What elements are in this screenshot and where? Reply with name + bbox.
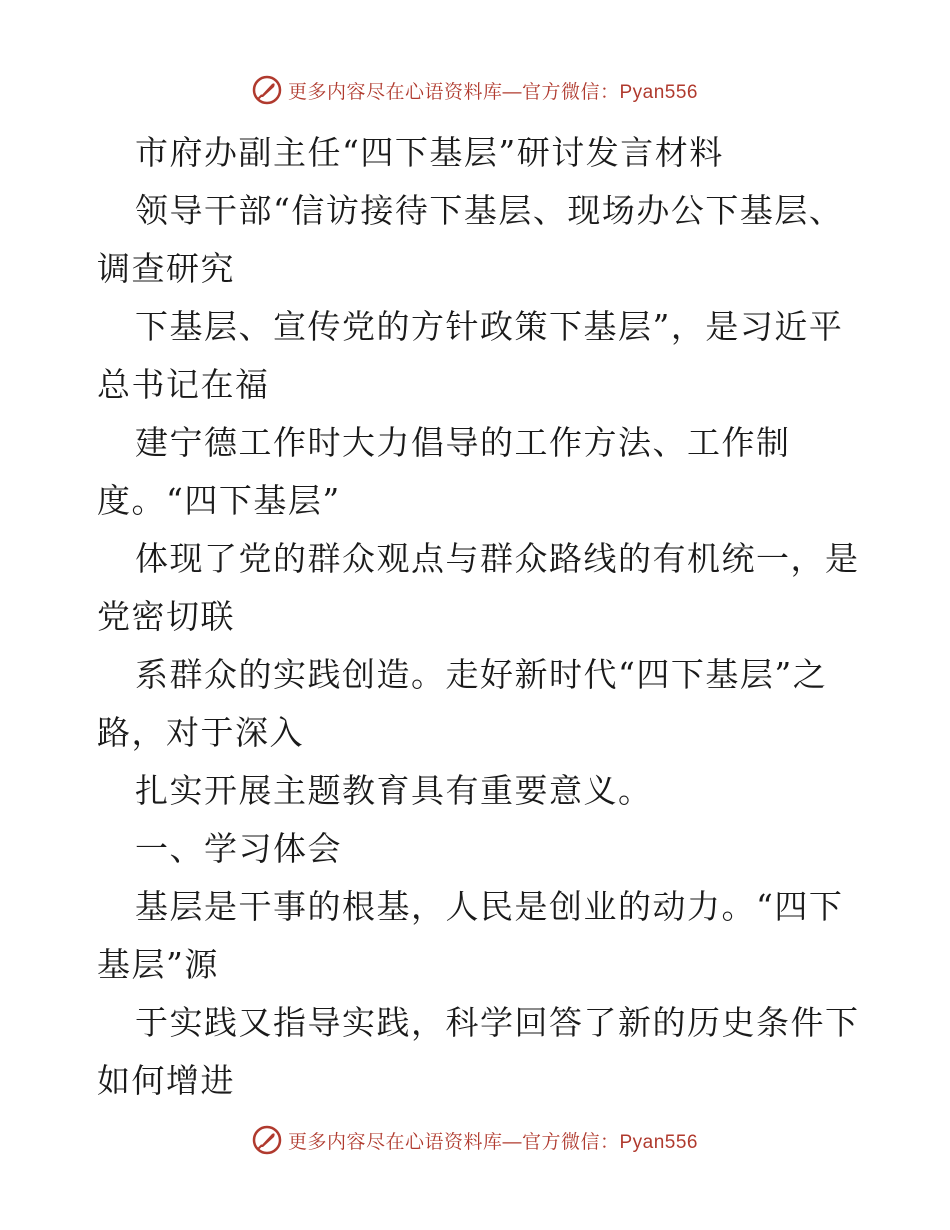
paragraph-line: 调查研究 <box>97 249 235 288</box>
paragraph-line: 如何增进 <box>97 1061 235 1100</box>
document-title: 市府办副主任“四下基层”研讨发言材料 <box>135 133 724 172</box>
paragraph-line: 总书记在福 <box>97 365 270 404</box>
paragraph-line: 领导干部“信访接待下基层、现场办公下基层、 <box>135 191 844 230</box>
watermark-footer <box>0 1122 950 1158</box>
document-body <box>97 124 860 1110</box>
feather-logo-icon <box>252 1125 282 1155</box>
paragraph-line: 下基层、宣传党的方针政策下基层”，是习近平 <box>135 307 844 346</box>
watermark-text: 更多内容尽在心语资料库—官方微信：Pyan556 <box>287 1131 698 1153</box>
paragraph-line: 建宁德工作时大力倡导的工作方法、工作制 <box>135 423 791 462</box>
paragraph-line: 基层是干事的根基，人民是创业的动力。“四下 <box>135 887 844 926</box>
paragraph-line: 于实践又指导实践，科学回答了新的历史条件下 <box>135 1003 860 1042</box>
watermark-header <box>0 72 950 108</box>
paragraph-line: 体现了党的群众观点与群众路线的有机统一，是 <box>135 539 860 578</box>
paragraph-line: 路，对于深入 <box>97 713 304 752</box>
feather-logo-icon <box>252 75 282 105</box>
section-heading: 一、学习体会 <box>135 829 342 868</box>
paragraph-line: 党密切联 <box>97 597 235 636</box>
paragraph-line: 基层”源 <box>97 945 219 984</box>
paragraph-line: 度。“四下基层” <box>97 481 341 520</box>
watermark-text: 更多内容尽在心语资料库—官方微信：Pyan556 <box>287 81 698 103</box>
paragraph-line: 系群众的实践创造。走好新时代“四下基层”之 <box>135 655 828 694</box>
paragraph-line: 扎实开展主题教育具有重要意义。 <box>135 771 653 810</box>
